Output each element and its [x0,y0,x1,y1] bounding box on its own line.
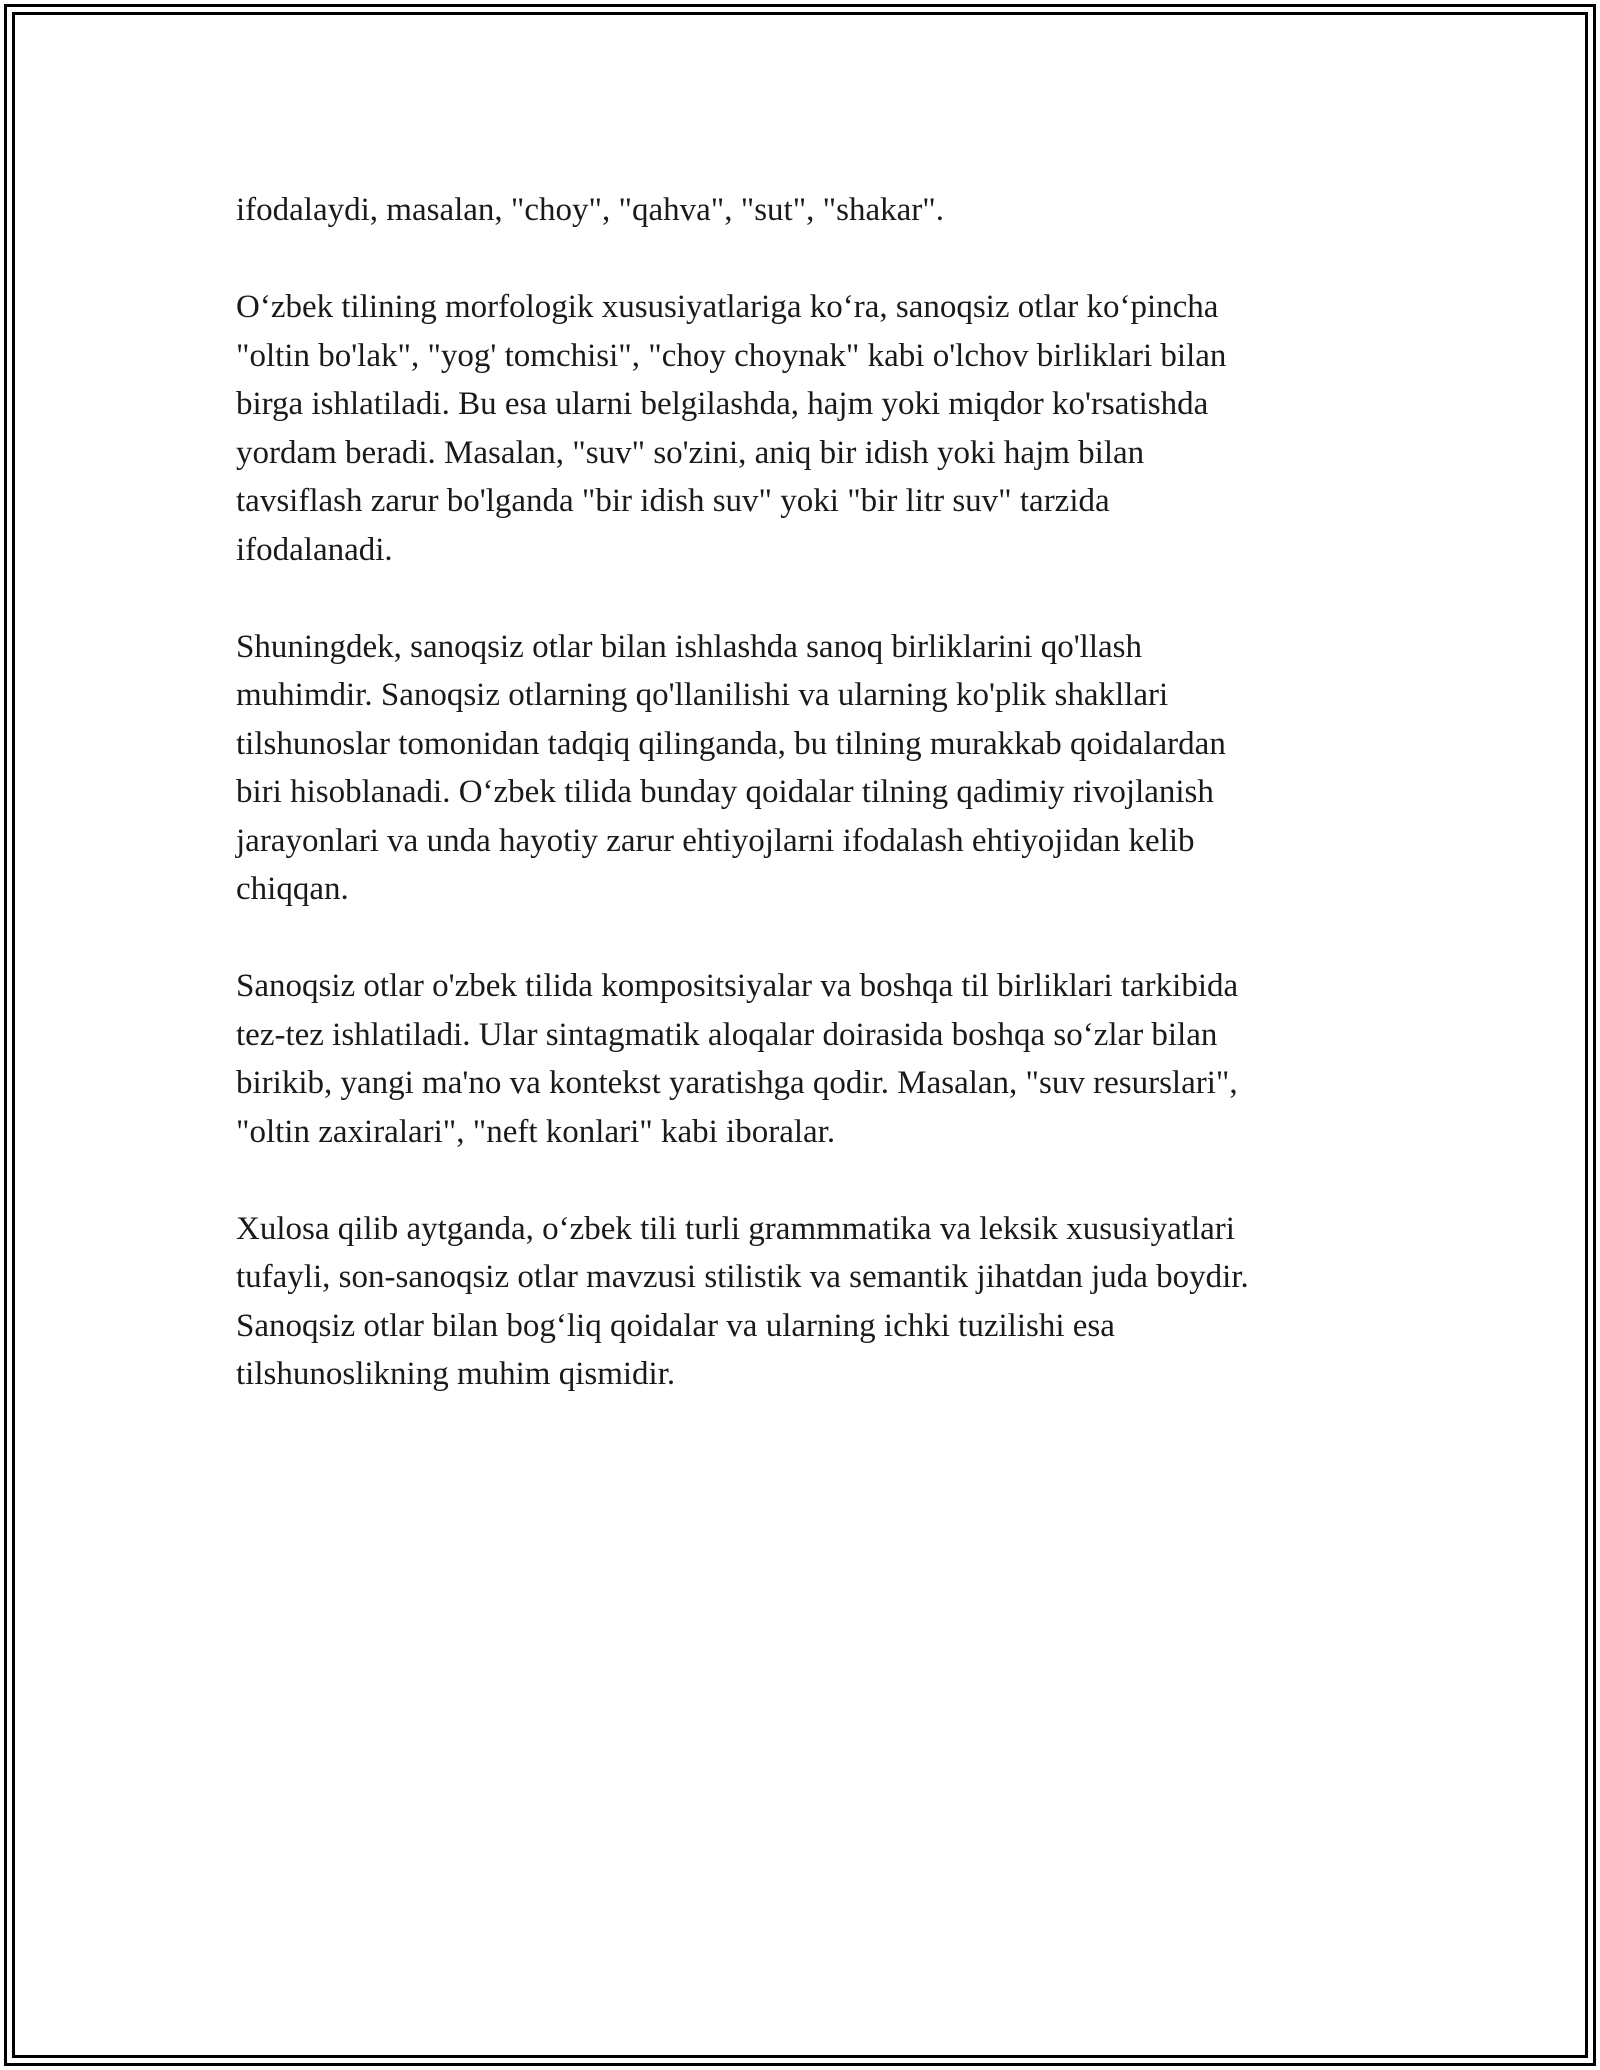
paragraph-2: O‘zbek tilining morfologik xususiyatlariga ko‘ra, sanoqsiz otlar ko‘pincha "oltin bo'lak", "yog' tomchisi", "choy choynak" kabi o'lchov birliklari bilan birga ishlatiladi. Bu esa ularni belgilashda, hajm yoki miqdor ko'rsatishda yordam beradi. Masalan, "suv" so'zini, aniq bir idish yoki hajm bilan tavsiflash zarur bo'lganda "bir idish suv" yoki "bir litr suv" tarzida ifodalanadi. [236,289,1227,568]
document-body [236,186,1376,1447]
paragraph-3: Shuningdek, sanoqsiz otlar bilan ishlashda sanoq birliklarini qo'llash muhimdir. Sanoqsiz otlarning qo'llanilishi va ularning ko'plik shakllari tilshunoslar tomonidan tadqiq qilinganda, bu tilning murakkab qoidalardan biri hisoblanadi. O‘zbek tilida bunday qoidalar tilning qadimiy rivojlanish jarayonlari va unda hayotiy zarur ehtiyojlarni ifodalash ehtiyojidan kelib chiqqan. [236,628,1226,907]
paragraph-5: Xulosa qilib aytganda, o‘zbek tili turli grammmatika va leksik xususiyatlari tufayli, son-sanoqsiz otlar mavzusi stilistik va semantik jihatdan juda boydir. Sanoqsiz otlar bilan bog‘liq qoidalar va ularning ichki tuzilishi esa tilshunoslikning muhim qismidir. [236,1210,1249,1392]
paragraph-1: ifodalaydi, masalan, "choy", "qahva", "sut", "shakar". [236,192,945,228]
paragraph-4: Sanoqsiz otlar o'zbek tilida kompositsiyalar va boshqa til birliklari tarkibida tez-tez ishlatiladi. Ular sintagmatik aloqalar doirasida boshqa so‘zlar bilan birikib, yangi ma'no va kontekst yaratishga qodir. Masalan, "suv resurslari", "oltin zaxiralari", "neft konlari" kabi iboralar. [236,968,1239,1150]
